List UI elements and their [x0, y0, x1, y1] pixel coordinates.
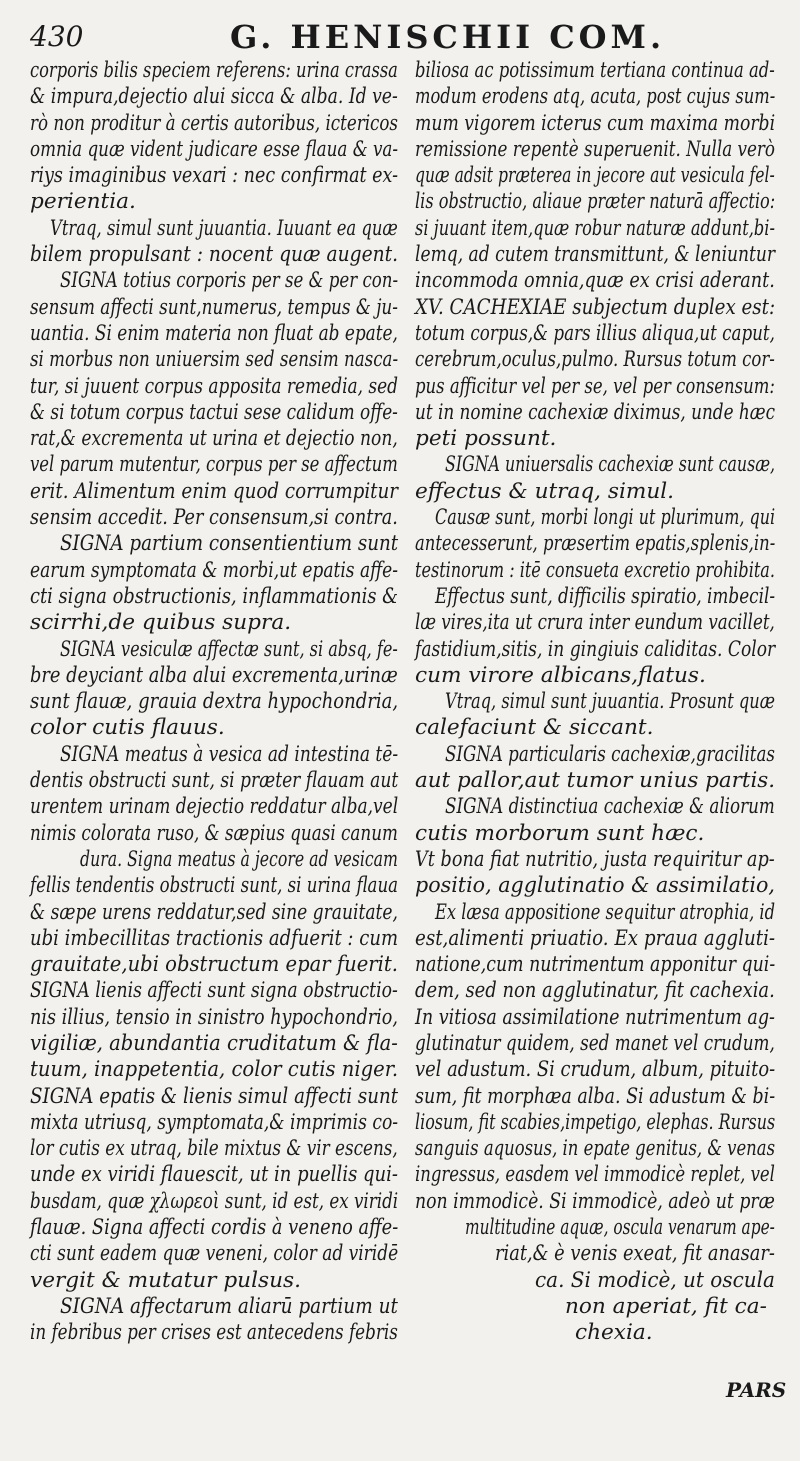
- text-line: SIGNA uniuersalis cachexiæ sunt causæ,: [445, 452, 776, 478]
- text-line: nis illius, tensio in sinistro hypochondrio,: [30, 1004, 398, 1030]
- text-line: SIGNA totius corporis per se & per con-: [60, 268, 399, 294]
- text-line: tur, si juuent corpus apposita remedia, sed: [30, 373, 399, 399]
- text-line: SIGNA partium consentientium sunt: [60, 531, 399, 557]
- text-line: vigiliæ, abundantia cruditatum & fla-: [30, 1030, 398, 1056]
- text-line: SIGNA affectarum aliarū partium ut: [60, 1293, 398, 1319]
- text-line: SIGNA particularis cachexiæ,gracilitas: [445, 741, 775, 767]
- text-line: vel parum mutentur, corpus per se affectum: [30, 452, 398, 478]
- text-line: dem, sed non agglutinatur, fit cachexia.: [415, 978, 775, 1004]
- text-line: color cutis flauus.: [30, 715, 225, 741]
- text-line: & si totum corpus tactui sese calidum offe-: [30, 399, 398, 425]
- text-line: natione,cum nutrimentum apponitur qui-: [415, 952, 776, 978]
- text-line: nimis colorata ruso, & sæpius quasi canum: [30, 820, 398, 846]
- text-line: fellis tendentis obstructi sunt, si urina flaua: [30, 873, 399, 899]
- text-line: SIGNA distinctiua cachexiæ & aliorum: [445, 794, 775, 820]
- text-line: corporis bilis speciem referens: urina crassa: [30, 58, 398, 83]
- text-line: lemq, ad cutem transmittunt, & leniuntur: [415, 242, 776, 268]
- text-line: busdam, quæ χλωρεοὶ sunt, id est, ex viridi: [30, 1188, 399, 1214]
- text-line: effectus & utraq, simul.: [415, 478, 675, 504]
- text-line: positio, agglutinatio & assimilatio,: [415, 873, 775, 899]
- text-line: tuum, inappetentia, color cutis niger.: [30, 1057, 399, 1083]
- text-line: aut pallor,aut tumor unius partis.: [415, 768, 776, 794]
- text-line: cti sunt eadem quæ veneni, color ad viridē: [30, 1241, 399, 1267]
- text-line: earum symptomata & morbi,ut epatis affe-: [30, 557, 399, 583]
- text-line: SIGNA lienis affecti sunt signa obstructio-: [30, 978, 398, 1004]
- text-line: flauæ. Signa affecti cordis à veneno affe-: [30, 1215, 399, 1241]
- text-line: cerebrum,oculus,pulmo. Rursus totum cor-: [415, 347, 775, 373]
- text-line: uantia. Si enim materia non fluat ab epate,: [30, 320, 398, 346]
- text-line: perientia.: [30, 189, 136, 215]
- text-line: bre deyciant alba alui excrementa,urinæ: [30, 662, 398, 688]
- text-line: ingressus, easdem vel immodicè replet, vel: [415, 1162, 775, 1188]
- text-line: non immodicè. Si immodicè, adeò ut præ: [415, 1188, 775, 1214]
- text-line: testinorum : itē consueta excretio prohibita.: [415, 557, 775, 583]
- page-header: [30, 14, 780, 58]
- text-line: sensum affecti sunt,numerus, tempus & ju-: [30, 294, 398, 320]
- text-line: in febribus per crises est antecedens febris: [30, 1320, 398, 1346]
- text-line: peti possunt.: [415, 426, 557, 452]
- text-line: & sæpe urens reddatur,sed sine grauitate,: [30, 899, 398, 925]
- text-line: læ vires,ita ut crura inter eundum vacillet,: [415, 610, 775, 636]
- text-line: vel adustum. Si crudum, album, pituito-: [415, 1057, 776, 1083]
- text-line: urentem urinam dejectio reddatur alba,vel: [30, 794, 399, 820]
- text-line: lor cutis ex utraq, bile mixtus & vir escens,: [30, 1136, 398, 1162]
- text-line: cutis morborum sunt hæc.: [415, 820, 705, 846]
- text-line: antecesserunt, præsertim epatis,splenis,in-: [415, 531, 776, 557]
- text-line: multitudine aquæ, oscula venarum ape-: [465, 1215, 775, 1241]
- text-line: sum, fit morphæa alba. Si adustum & bi-: [415, 1083, 776, 1109]
- text-line: modum erodens atq, acuta, post cujus sum-: [415, 84, 776, 110]
- text-line: remissione repentè superuenit. Nulla verò: [415, 136, 775, 162]
- text-line: SIGNA epatis & lienis simul affecti sunt: [30, 1083, 399, 1109]
- text-line: & impura,dejectio alui sicca & alba. Id ve-: [30, 84, 398, 110]
- text-line: si morbus non uniuersim sed sensim nasca-: [30, 347, 399, 373]
- text-line: cum virore albicans,flatus.: [415, 662, 706, 688]
- text-line: scirrhi,de quibus supra.: [30, 610, 292, 636]
- catchword: PARS: [726, 1378, 787, 1402]
- text-line: dentis obstructi sunt, si præter flauam aut: [30, 768, 399, 794]
- text-line: bilem propulsant : nocent quæ augent.: [30, 242, 399, 268]
- text-line: sanguis aquosus, in epate genitus, & venas: [415, 1136, 776, 1162]
- text-line: vergit & mutatur pulsus.: [30, 1267, 301, 1293]
- text-line: glutinatur quidem, sed manet vel crudum,: [415, 1030, 775, 1056]
- text-line: mixta utriusq, symptomata,& imprimis co-: [30, 1109, 399, 1135]
- text-line: fastidium,sitis, in gingiuis caliditas. Color: [415, 636, 776, 662]
- text-line: SIGNA meatus à vesica ad intestina tē-: [60, 741, 399, 767]
- right-column: [415, 58, 775, 1347]
- left-column: [30, 58, 398, 1347]
- text-line: quæ adsit præterea in jecore aut vesicula fel-: [415, 163, 775, 189]
- text-line: non aperiat, fit ca-: [565, 1293, 767, 1319]
- text-line: In vitiosa assimilatione nutrimentum ag-: [415, 1004, 775, 1030]
- text-line: si juuant item,quæ robur naturæ addunt,bi-: [415, 215, 775, 241]
- text-line: rò non proditur à certis autoribus, ictericos: [30, 110, 399, 136]
- text-line: liosum, fit scabies,impetigo, elephas. Rursus: [415, 1109, 776, 1135]
- text-line: Vt bona fiat nutritio, justa requiritur ap-: [415, 846, 775, 872]
- text-line: lis obstructio, aliaue præter naturā affectio:: [415, 189, 776, 215]
- text-line: Causæ sunt, morbi longi ut plurimum, qui: [435, 505, 776, 531]
- text-line: riat,& è venis exeat, fit anasar-: [495, 1241, 775, 1267]
- text-line: SIGNA vesiculæ affectæ sunt, si absq, fe-: [60, 636, 398, 662]
- text-line: unde ex viridi flauescit, ut in puellis qui-: [30, 1162, 398, 1188]
- text-line: chexia.: [575, 1320, 653, 1346]
- text-line: incommoda omnia,quæ ex crisi aderant.: [415, 268, 775, 294]
- text-line: est,alimenti priuatio. Ex praua aggluti-: [415, 925, 776, 951]
- text-line: sensim accedit. Per consensum,si contra.: [30, 505, 398, 531]
- text-line: calefaciunt & siccant.: [415, 715, 654, 741]
- text-line: pus afficitur vel per se, vel per consensum:: [415, 373, 775, 399]
- running-head: G. HENISCHII COM.: [230, 18, 666, 56]
- text-line: XV. CACHEXIAE subjectum duplex est:: [415, 294, 776, 320]
- text-line: omnia quæ vident judicare esse flaua & va-: [30, 136, 399, 162]
- text-line: mum vigorem icterus cum maxima morbi: [415, 110, 776, 136]
- text-line: erit. Alimentum enim quod corrumpitur: [30, 478, 399, 504]
- text-line: ut in nomine cachexiæ diximus, unde hæc: [415, 399, 776, 425]
- text-line: grauitate,ubi obstructum epar fuerit.: [30, 952, 398, 978]
- text-line: ca. Si modicè, ut oscula: [535, 1267, 775, 1293]
- text-line: biliosa ac potissimum tertiana continua ad-: [415, 58, 775, 83]
- text-line: dura. Signa meatus à jecore ad vesicam: [80, 846, 398, 872]
- text-line: Ex læsa appositione sequitur atrophia, id: [435, 899, 776, 925]
- text-line: sunt flauæ, grauia dextra hypochondria,: [30, 689, 399, 715]
- text-line: ubi imbecillitas tractionis adfuerit : cum: [30, 925, 399, 951]
- text-line: totum corpus,& pars illius aliqua,ut caput,: [415, 320, 775, 346]
- text-line: Vtraq, simul sunt juuantia. Prosunt quæ: [445, 689, 775, 715]
- page-number: 430: [30, 20, 84, 53]
- text-line: cti signa obstructionis, inflammationis &: [30, 583, 399, 609]
- text-line: riys imaginibus vexari : nec confirmat ex-: [30, 163, 399, 189]
- text-line: Effectus sunt, difficilis spiratio, imbecil-: [435, 583, 776, 609]
- text-line: Vtraq, simul sunt juuantia. Iuuant ea quæ: [50, 215, 398, 241]
- text-line: rat,& excrementa ut urina et dejectio non,: [30, 426, 398, 452]
